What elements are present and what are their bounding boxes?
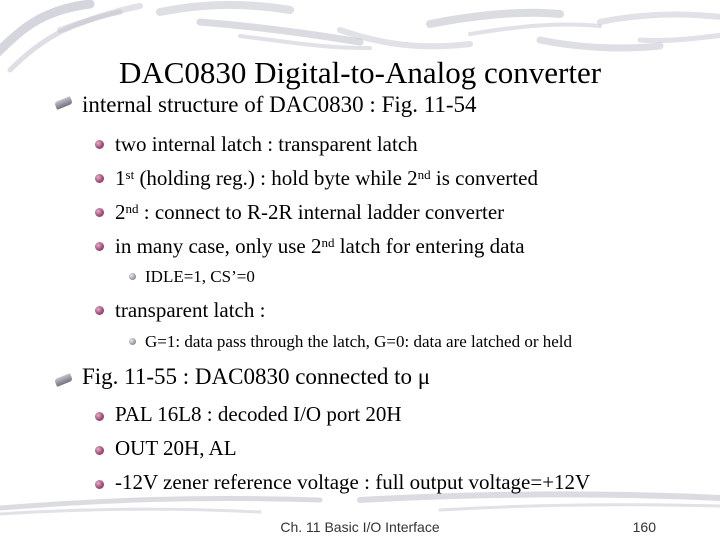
bullet-item: transparent latch :: [115, 298, 266, 322]
footer-label: Ch. 11 Basic I/O Interface: [280, 519, 440, 535]
bullet-item: PAL 16L8 : decoded I/O port 20H: [115, 402, 402, 426]
sphere-bullet-icon: [95, 208, 104, 217]
sphere-bullet-icon: [95, 480, 104, 489]
slide-footer: [0, 517, 720, 537]
sub-bullet-item: G=1: data pass through the latch, G=0: data are latched or held: [145, 332, 573, 351]
gray-sphere-bullet-icon: [129, 338, 136, 345]
sphere-bullet-icon: [95, 446, 104, 455]
section-heading: Fig. 11-55 : DAC0830 connected to μ: [82, 364, 431, 389]
sub-bullet-item: IDLE=1, CS’=0: [145, 267, 255, 286]
sphere-bullet-icon: [95, 242, 104, 251]
slide-title: DAC0830 Digital-to-Analog converter: [118, 55, 602, 90]
sphere-bullet-icon: [95, 140, 104, 149]
bullet-item: OUT 20H, AL: [115, 436, 237, 460]
bullet-item: two internal latch : transparent latch: [115, 132, 418, 156]
sphere-bullet-icon: [95, 412, 104, 421]
sphere-bullet-icon: [95, 306, 104, 315]
section-heading: internal structure of DAC0830 : Fig. 11-54: [82, 92, 477, 117]
gray-sphere-bullet-icon: [129, 273, 136, 280]
sphere-bullet-icon: [95, 174, 104, 183]
page-number: 160: [632, 519, 656, 535]
bullet-item: -12V zener reference voltage : full output voltage=+12V: [115, 470, 591, 494]
bullet-item: 1st (holding reg.) : hold byte while 2nd is converted: [115, 166, 538, 190]
bullet-item: 2nd : connect to R-2R internal ladder converter: [115, 200, 505, 224]
bullet-item: in many case, only use 2nd latch for entering data: [115, 234, 525, 258]
